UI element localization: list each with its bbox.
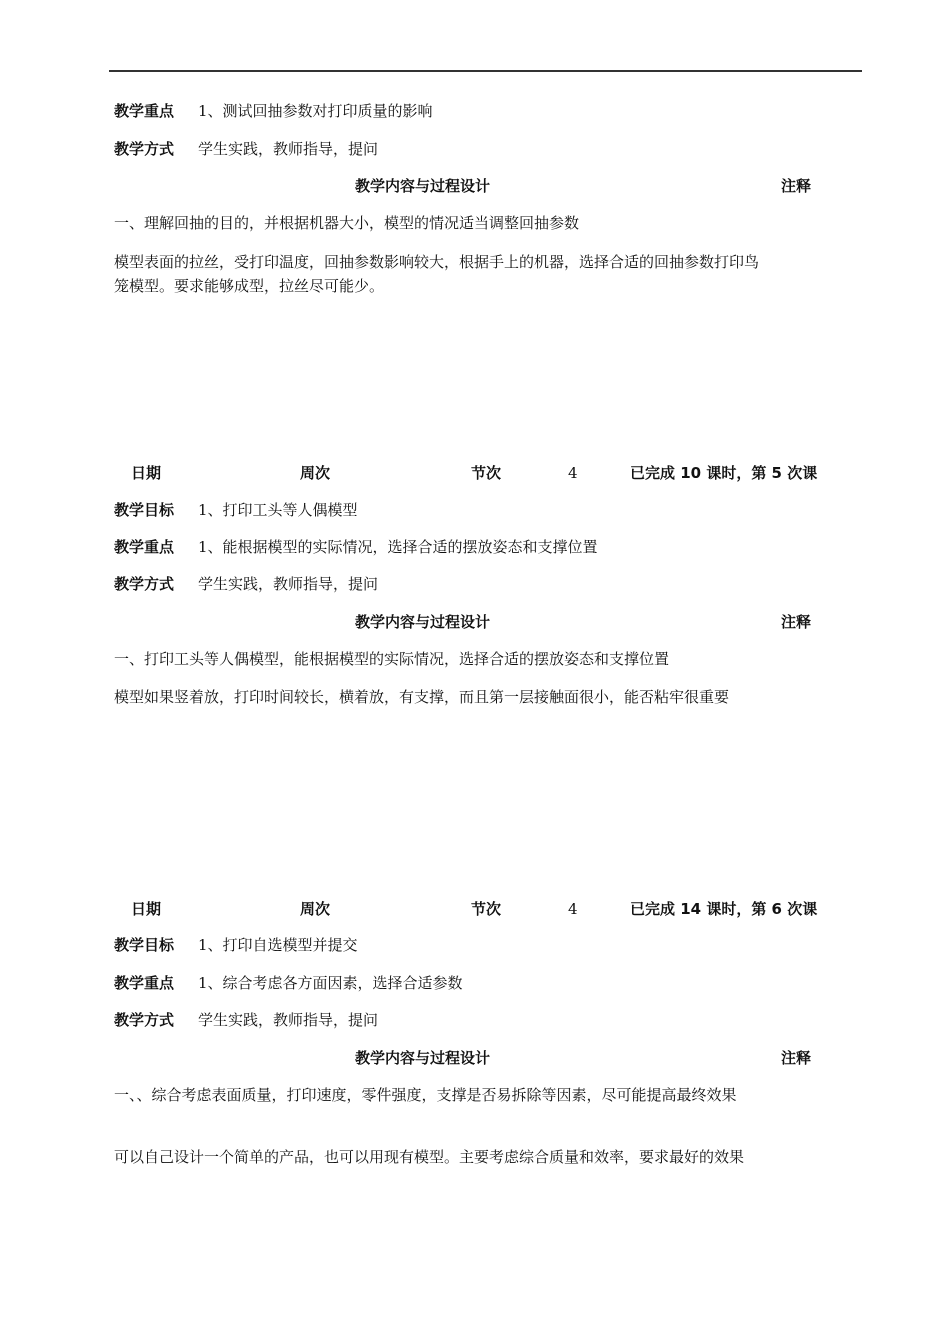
notes-heading: 注释 [781,1049,812,1067]
goal-value: 1、打印自选模型并提交 [198,936,358,954]
method-row [114,1010,378,1030]
key-points-row [114,973,463,993]
method-label: 教学方式 [114,140,175,158]
top-rule [109,70,862,72]
goal-label: 教学目标 [114,936,175,954]
content-design-heading: 教学内容与过程设计 [355,613,491,631]
week-label: 周次 [300,900,331,918]
content-paragraph: 一、打印工头等人偶模型，能根据模型的实际情况，选择合适的摆放姿态和支撑位置 [114,650,670,668]
goal-label: 教学目标 [114,501,175,519]
method-row [114,139,378,159]
date-label: 日期 [131,464,162,482]
period-value: 4 [568,900,578,918]
method-value: 学生实践，教师指导，提问 [198,140,379,158]
method-value: 学生实践，教师指导，提问 [198,1011,379,1029]
content-design-heading: 教学内容与过程设计 [355,177,491,195]
goal-row [114,500,358,520]
method-label: 教学方式 [114,575,175,593]
progress-text: 已完成 10 课时，第 5 次课 [630,464,818,482]
key-points-label: 教学重点 [114,538,175,556]
key-points-value: 1、能根据模型的实际情况，选择合适的摆放姿态和支撑位置 [198,538,598,556]
content-paragraph: 模型如果竖着放，打印时间较长，横着放，有支撑，而且第一层接触面很小，能否粘牢很重要 [114,688,730,706]
notes-heading: 注释 [781,613,812,631]
period-label: 节次 [471,900,502,918]
date-label: 日期 [131,900,162,918]
notes-heading: 注释 [781,177,812,195]
period-value: 4 [568,464,578,482]
period-label: 节次 [471,464,502,482]
goal-row [114,935,358,955]
method-label: 教学方式 [114,1011,175,1029]
method-value: 学生实践，教师指导，提问 [198,575,379,593]
key-points-value: 1、测试回抽参数对打印质量的影响 [198,102,433,120]
week-label: 周次 [300,464,331,482]
goal-value: 1、打印工头等人偶模型 [198,501,358,519]
content-paragraph: 模型表面的拉丝，受打印温度，回抽参数影响较大，根据手上的机器，选择合适的回抽参数打印鸟笼模型。要求能够成型，拉丝尽可能少。 [114,253,760,295]
key-points-row [114,101,433,121]
key-points-value: 1、综合考虑各方面因素，选择合适参数 [198,974,463,992]
content-paragraph: 一、、综合考虑表面质量，打印速度，零件强度，支撑是否易拆除等因素，尽可能提高最终效果 [114,1086,737,1104]
key-points-label: 教学重点 [114,974,175,992]
content-paragraph: 一、理解回抽的目的，并根据机器大小，模型的情况适当调整回抽参数 [114,214,580,232]
content-paragraph: 可以自己设计一个简单的产品，也可以用现有模型。主要考虑综合质量和效率，要求最好的效果 [114,1148,745,1166]
method-row [114,574,378,594]
content-design-heading: 教学内容与过程设计 [355,1049,491,1067]
key-points-label: 教学重点 [114,102,175,120]
progress-text: 已完成 14 课时，第 6 次课 [630,900,818,918]
key-points-row [114,537,598,557]
